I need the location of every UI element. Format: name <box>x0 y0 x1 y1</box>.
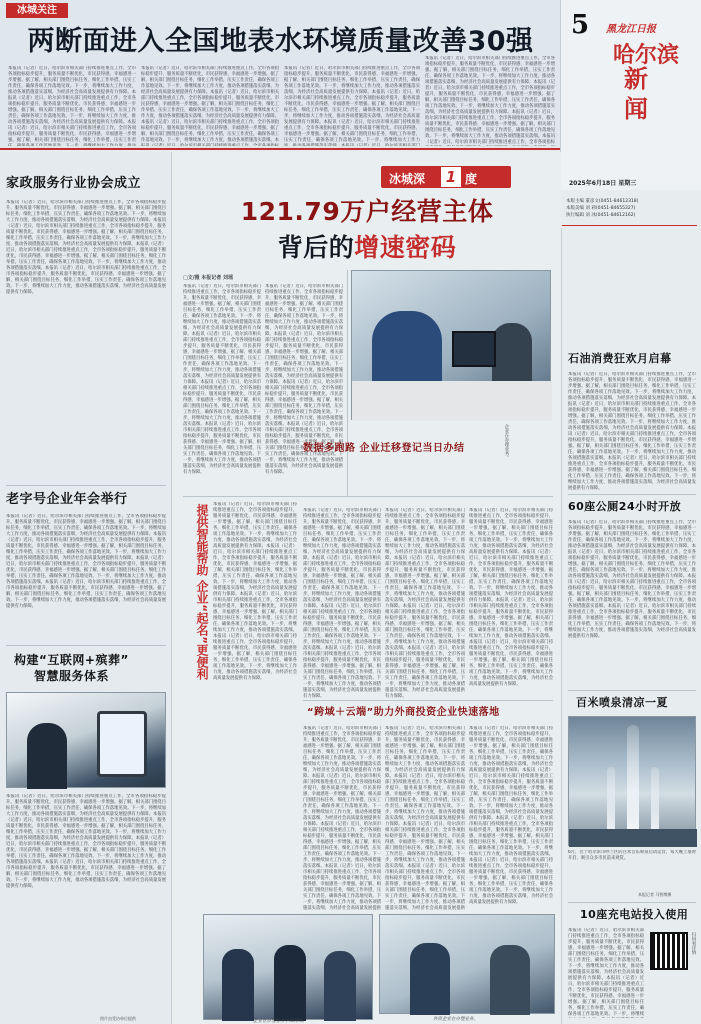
top-story-body-col3 <box>284 66 420 146</box>
monitor-illustration <box>452 331 496 367</box>
article-photo <box>6 692 166 788</box>
feature-title-prefix: 背后的 <box>277 233 355 262</box>
paper-name: 黑龙江日报 <box>606 24 656 35</box>
feature-title-line2 <box>173 232 561 264</box>
person-silhouette <box>410 943 450 1015</box>
article-body <box>568 372 696 492</box>
feature-body <box>385 508 465 698</box>
article-body <box>6 200 166 482</box>
feature-photo-left <box>203 914 373 1020</box>
fountain-jet <box>627 725 639 833</box>
photo-caption: 企业在办理业务。 <box>504 424 509 460</box>
article-title: 家政服务行业协会成立 <box>6 176 142 191</box>
article-title: 60座公厕24小时开放 <box>568 500 682 513</box>
person-silhouette <box>324 951 356 1021</box>
photo-caption: 6月，位于哈尔滨市呼兰区的百米音乐喷泉启动运营，每天晚上准时开启，吸引众多市民前来观赏。 <box>568 850 696 861</box>
feature-body <box>303 726 381 910</box>
feature-lead-col2 <box>265 284 343 494</box>
top-story-headline: 两断面进入全国地表水环境质量改善30强 <box>27 26 534 57</box>
divider <box>568 902 696 903</box>
feature-body <box>385 726 465 910</box>
divider <box>6 645 166 646</box>
article-title: 构建“互联网+殡葬” <box>14 653 129 667</box>
feature-byline: □文/摄 本报记者 刘瑶 <box>183 275 234 281</box>
feature-subheading: 数据多跑路 企业迁移登记当日办结 <box>303 443 465 454</box>
top-story-body-col4 <box>425 56 555 146</box>
person-silhouette <box>27 723 67 789</box>
divider <box>568 690 696 691</box>
water-surface <box>569 829 697 847</box>
top-story-kicker: 冰城关注 <box>6 3 68 18</box>
tablet-illustration <box>97 711 147 777</box>
feature-banner <box>381 166 511 188</box>
feature-photo-main <box>351 270 551 420</box>
feature-lead-col1 <box>183 284 261 494</box>
article-body <box>6 794 166 1016</box>
editor-line: 执行编辑 刘 冰(0451-84612162) <box>566 213 636 218</box>
divider <box>6 485 166 486</box>
article-body <box>568 520 696 688</box>
article-body <box>568 928 644 1018</box>
city-name: 哈尔滨 <box>613 43 680 68</box>
divider <box>347 270 348 496</box>
divider <box>568 494 696 495</box>
top-story-body-col1 <box>8 66 136 146</box>
photo-caption: 企业在办理业务手续现场。 <box>253 1019 307 1024</box>
person-silhouette <box>222 949 254 1021</box>
feature-body <box>469 726 553 910</box>
top-story-body-col2 <box>141 66 279 146</box>
fountain-jet <box>607 767 615 833</box>
left-column <box>0 152 172 1024</box>
qr-code[interactable] <box>650 932 688 970</box>
banner-text: 冰城深 <box>389 172 426 186</box>
qr-label: 扫码看详情 <box>691 932 696 955</box>
article-title: 10座充电站投入使用 <box>580 908 689 921</box>
feature-subheading: “跨域＋云端”助力外商投资企业快速落地 <box>307 707 500 718</box>
section-name: 新闻 <box>624 65 648 123</box>
feature-body <box>303 508 381 698</box>
fountain-photo <box>568 716 696 846</box>
editor-line: 本版美编 刘 莉(0451-84655327) <box>566 206 636 211</box>
desk-surface <box>352 381 552 421</box>
right-column <box>561 228 701 1024</box>
feature-title-line1: 121.79万户经营主体 <box>240 197 494 226</box>
editor-credits <box>566 198 696 219</box>
article-title: 老字号企业年会举行 <box>6 492 128 507</box>
feature-photo-right <box>379 914 555 1014</box>
person-silhouette <box>274 945 306 1021</box>
masthead <box>560 0 701 190</box>
divider <box>183 496 553 497</box>
divider <box>562 225 697 226</box>
divider <box>303 700 553 701</box>
fountain-jet <box>651 767 659 833</box>
editor-line: 本版主编 董彦文(0451-84612318) <box>566 199 639 204</box>
page-number: 5 <box>571 10 590 40</box>
feature-body <box>469 508 553 698</box>
feature-section <box>173 152 561 1024</box>
banner-degree-box: 1 <box>441 167 461 187</box>
article-title: 百米喷泉清凉一夏 <box>576 696 668 709</box>
photo-reporter: 本报记者 马智博摄 <box>638 892 672 897</box>
issue-date: 2025年6月18日 星期三 <box>569 180 637 187</box>
photo-caption: 外资企业在办理业务。 <box>433 1017 478 1022</box>
person-silhouette <box>490 945 530 1015</box>
vertical-subheading: 提供智能帮助 企业“起名”更便利 <box>195 504 209 680</box>
feature-title-highlight: 增速密码 <box>354 233 457 262</box>
feature-body <box>213 502 297 910</box>
banner-degree: 度 <box>465 172 478 186</box>
top-story <box>0 0 560 150</box>
article-title: 石油消费狂欢月启幕 <box>568 352 672 365</box>
article-title: 智慧服务体系 <box>34 669 110 683</box>
photo-credit: 图片由受访单位提供 <box>100 1016 136 1021</box>
